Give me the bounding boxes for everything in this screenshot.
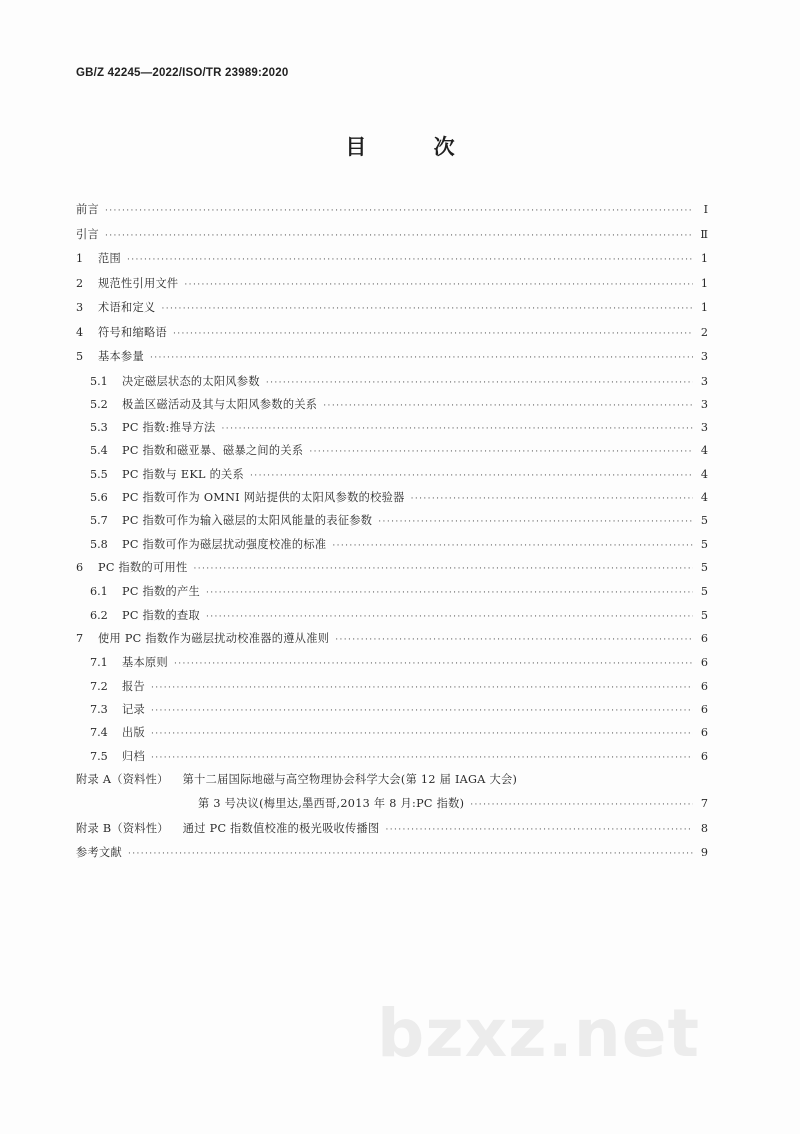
dot-leader	[309, 441, 693, 464]
toc-entry-6-2[interactable]	[76, 604, 708, 627]
toc-entry-number: 5.2	[90, 397, 108, 411]
toc-entry-number: 5.7	[90, 514, 108, 528]
toc-entry-page: 6	[700, 749, 708, 763]
toc-entry-number: 7.3	[90, 703, 108, 717]
toc-entry-5-6[interactable]	[76, 486, 708, 509]
dot-leader	[161, 297, 693, 322]
toc-entry-page: 5	[700, 585, 708, 599]
toc-entry-5-4[interactable]	[76, 439, 708, 462]
toc-entry-title: PC 指数与 EKL 的关系	[122, 467, 245, 481]
toc-entry-number: 7.1	[90, 656, 108, 670]
dot-leader	[332, 535, 693, 558]
toc-entry-page: 6	[700, 703, 708, 717]
dot-leader	[386, 818, 693, 843]
toc-entry-number: 5.4	[90, 444, 108, 458]
toc-entry-number: 3	[76, 301, 84, 314]
toc-entry-title: 决定磁层状态的太阳风参数	[122, 374, 260, 388]
dot-leader	[250, 465, 693, 488]
toc-entry-4[interactable]	[76, 321, 708, 346]
toc-entry-title: PC 指数:推导方法	[122, 421, 216, 435]
toc-entry-title: PC 指数可作为输入磁层的太阳风能量的表征参数	[122, 514, 373, 528]
dot-leader	[193, 557, 693, 582]
toc-entry-page: 5	[700, 560, 708, 574]
toc-entry-7-1[interactable]	[76, 651, 708, 674]
annex-label: 附录 B（资料性）	[76, 821, 169, 835]
annex-title-line1: 通过 PC 指数值校准的极光吸收传播图	[182, 821, 380, 835]
toc-entry-7-3[interactable]	[76, 698, 708, 721]
toc-entry-title: PC 指数可作为磁层扰动强度校准的标准	[122, 537, 327, 551]
toc-entry-page: 5	[700, 537, 708, 551]
toc-entry-title: PC 指数和磁亚暴、磁暴之间的关系	[122, 444, 304, 458]
toc-entry-page: 9	[700, 846, 708, 860]
watermark: bzxz.net	[377, 995, 701, 1072]
toc-entry-page: 7	[700, 797, 708, 811]
toc-entry-6-1[interactable]	[76, 580, 708, 603]
toc-entry-number: 6	[76, 560, 84, 574]
annex-label: 附录 A（资料性）	[76, 772, 169, 786]
toc-entry-page: 4	[700, 490, 708, 504]
toc-entry-page: 8	[700, 821, 708, 835]
dot-leader	[150, 346, 693, 371]
document-id: GB/Z 42245—2022/ISO/TR 23989:2020	[76, 67, 289, 79]
toc-entry-5-1[interactable]	[76, 370, 708, 393]
toc-entry-title: 范围	[98, 252, 121, 265]
toc-entry-number: 7	[76, 631, 84, 645]
toc-entry-title: 参考文献	[76, 846, 122, 860]
toc-entry-number: 5.5	[90, 467, 108, 481]
dot-leader	[378, 511, 693, 534]
toc-entry-number: 1	[76, 252, 84, 265]
toc-entry-title: 规范性引用文件	[98, 276, 179, 290]
toc-entry-page: 1	[700, 301, 708, 314]
dot-leader	[128, 842, 693, 867]
toc-entry-6[interactable]	[76, 556, 708, 581]
toc-entry-number: 5.6	[90, 490, 108, 504]
toc-entry-title: 记录	[122, 703, 145, 717]
toc-entry-number: 5.8	[90, 537, 108, 551]
toc-entry-title: 基本参量	[98, 350, 144, 363]
toc-entry-page: 1	[700, 252, 708, 265]
toc-entry-number: 7.2	[90, 679, 108, 693]
toc-entry-annex-b[interactable]	[76, 817, 708, 842]
toc-entry-1[interactable]	[76, 247, 708, 272]
toc-entry-5-8[interactable]	[76, 533, 708, 556]
dot-leader	[127, 248, 693, 273]
toc-entry-title: 符号和缩略语	[98, 325, 167, 339]
dot-leader	[151, 747, 693, 770]
toc-entry-introduction[interactable]	[76, 223, 708, 248]
toc-entry-5-3[interactable]	[76, 416, 708, 439]
toc-entry-title: 前言	[76, 203, 99, 216]
dot-leader	[266, 372, 693, 395]
toc-entry-annex-a[interactable]	[76, 768, 708, 793]
annex-title-line2: 第 3 号决议(梅里达,墨西哥,2013 年 8 月:PC 指数)	[198, 797, 465, 811]
dot-leader	[206, 606, 693, 629]
toc-entry-page: 6	[700, 679, 708, 693]
toc-entry-title: PC 指数可作为 OMNI 网站提供的太阳风参数的校验器	[122, 490, 405, 504]
toc-entry-title: PC 指数的查取	[122, 608, 200, 622]
annex-title-line1: 第十二届国际地磁与高空物理协会科学大会(第 12 届 IAGA 大会)	[182, 772, 518, 786]
dot-leader	[335, 628, 693, 653]
toc-entry-number: 4	[76, 325, 84, 339]
toc-entry-7-5[interactable]	[76, 745, 708, 768]
toc-entry-5-5[interactable]	[76, 463, 708, 486]
toc-entry-title: 极盖区磁活动及其与太阳风参数的关系	[122, 397, 318, 411]
toc-entry-number: 5	[76, 350, 84, 363]
toc-entry-references[interactable]	[76, 841, 708, 866]
toc-entry-page: 3	[700, 397, 708, 411]
toc-entry-foreword[interactable]	[76, 198, 708, 223]
toc-entry-page: 6	[700, 631, 708, 645]
toc-entry-page: 6	[700, 656, 708, 670]
toc-entry-title: PC 指数的可用性	[98, 560, 188, 574]
dot-leader	[411, 488, 693, 511]
toc-entry-page: 3	[700, 374, 708, 388]
toc-entry-page: 5	[700, 514, 708, 528]
toc-entry-title: 报告	[122, 679, 145, 693]
toc-entry-title: 归档	[122, 749, 145, 763]
toc-entry-number: 6.2	[90, 608, 108, 622]
toc-entry-7[interactable]	[76, 627, 708, 652]
toc-entry-number: 5.3	[90, 421, 108, 435]
toc-entry-number: 2	[76, 276, 84, 290]
toc-entry-page: 1	[700, 276, 708, 290]
toc-entry-title: 基本原则	[122, 656, 168, 670]
dot-leader	[323, 395, 693, 418]
toc-entry-5-7[interactable]	[76, 509, 708, 532]
dot-leader	[174, 653, 693, 676]
toc-entry-7-4[interactable]	[76, 721, 708, 744]
toc-entry-3[interactable]	[76, 296, 708, 321]
toc-entry-page: 2	[700, 325, 708, 339]
dot-leader	[151, 677, 693, 700]
toc-entry-number: 7.5	[90, 749, 108, 763]
dot-leader	[184, 273, 693, 298]
toc-entry-number: 7.4	[90, 726, 108, 740]
toc-entry-page: Ⅱ	[700, 227, 708, 241]
dot-leader	[222, 418, 693, 441]
toc-entry-annex-a-cont[interactable]	[76, 792, 708, 817]
table-of-contents	[76, 198, 708, 866]
toc-entry-page: 4	[700, 444, 708, 458]
toc-entry-number: 6.1	[90, 585, 108, 599]
toc-entry-title: 术语和定义	[98, 301, 156, 314]
toc-entry-5[interactable]	[76, 345, 708, 370]
toc-entry-title: PC 指数的产生	[122, 585, 200, 599]
dot-leader	[173, 322, 693, 347]
toc-entry-page: 5	[700, 608, 708, 622]
dot-leader	[105, 199, 693, 224]
toc-entry-page: Ⅰ	[703, 203, 708, 216]
toc-entry-7-2[interactable]	[76, 675, 708, 698]
toc-entry-page: 4	[700, 467, 708, 481]
dot-leader	[470, 793, 693, 818]
toc-entry-5-2[interactable]	[76, 393, 708, 416]
toc-entry-title: 出版	[122, 726, 145, 740]
toc-title: 目 次	[345, 135, 485, 159]
dot-leader	[105, 224, 693, 249]
toc-entry-2[interactable]	[76, 272, 708, 297]
toc-entry-title: 引言	[76, 227, 99, 241]
toc-entry-number: 5.1	[90, 374, 108, 388]
toc-entry-page: 3	[700, 350, 708, 363]
dot-leader	[151, 723, 693, 746]
dot-leader	[206, 582, 693, 605]
dot-leader	[151, 700, 693, 723]
toc-entry-page: 6	[700, 726, 708, 740]
toc-entry-title: 使用 PC 指数作为磁层扰动校准器的遵从准则	[98, 631, 330, 645]
toc-entry-page: 3	[700, 421, 708, 435]
